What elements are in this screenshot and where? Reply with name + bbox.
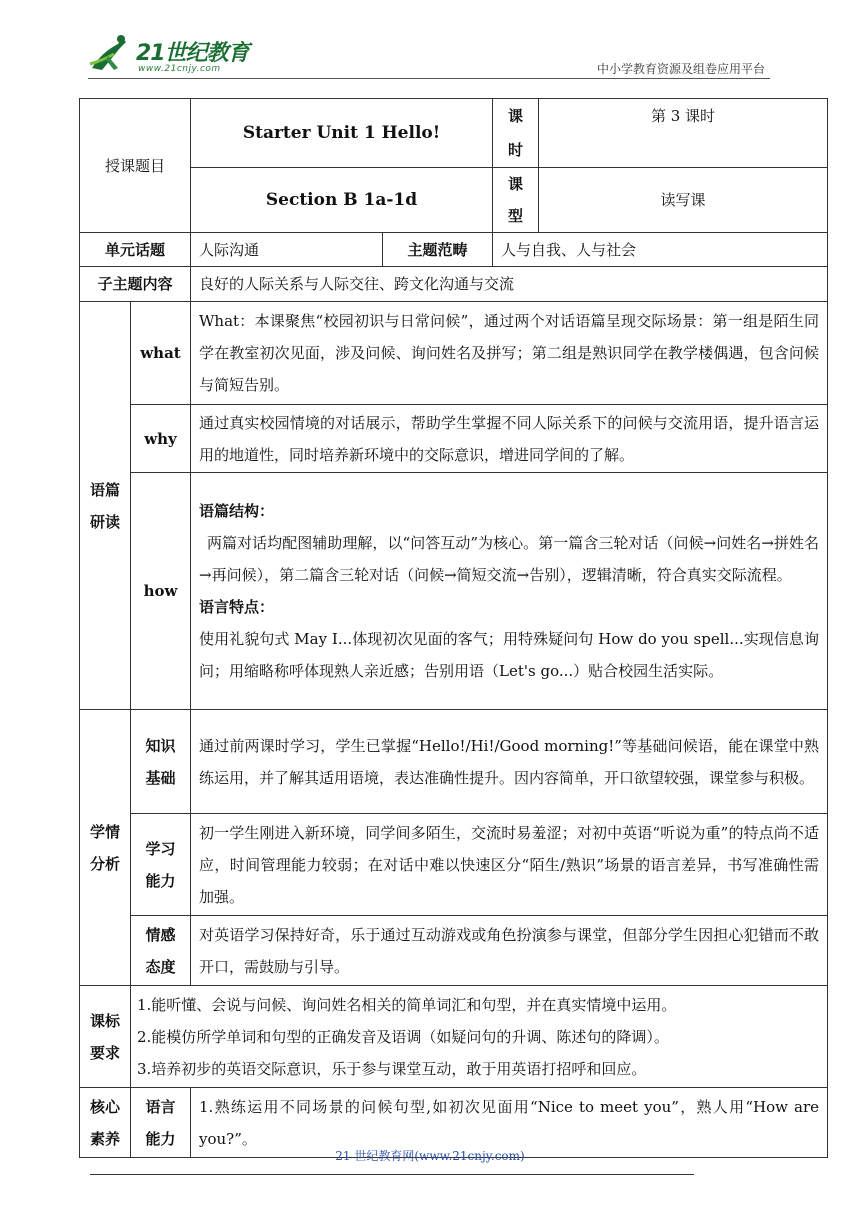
runner-logo-icon: [88, 34, 134, 74]
why-label: why: [131, 405, 191, 473]
text-study-label-cell: [80, 302, 131, 710]
standards-item: 1.能听懂、会说与问候、询问姓名相关的简单词汇和句型，并在真实情境中运用。: [137, 995, 677, 1014]
text-study-label-1: 语篇: [89, 480, 120, 499]
topic-label-cell: [80, 99, 191, 233]
knowledge-label-cell: [131, 710, 191, 814]
header-divider: [88, 78, 770, 79]
theme-label: 主题范畴: [383, 233, 493, 267]
lesson-title-line2: Section B 1a-1d: [191, 168, 493, 233]
period-value: 第 3 课时: [539, 99, 828, 168]
learner-label-cell: [80, 710, 131, 986]
standards-label-1: 课标: [89, 1011, 120, 1030]
footer-link[interactable]: 21 世纪教育网(www.21cnjy.com): [335, 1149, 525, 1163]
page-header: [0, 0, 860, 86]
core-label-1: 核心: [89, 1097, 120, 1116]
attitude-label-2: 态度: [145, 957, 176, 976]
logo-brand-text: 21世纪教育: [136, 41, 249, 66]
attitude-text: 对英语学习保持好奇，乐于通过互动游戏或角色扮演参与课堂，但部分学生因担心犯错而不敢开口，需鼓励与引导。: [191, 916, 828, 986]
what-text: What：本课聚焦“校园初识与日常问候”，通过两个对话语篇呈现交际场景：第一组是陌生同学在教室初次见面，涉及问候、询问姓名及拼写；第二组是熟识同学在教学楼偶遇，包含问候与简短告别。: [191, 302, 828, 405]
core-sub-label-1: 语言: [145, 1097, 176, 1116]
logo-url-text: www.21cnjy.com: [138, 64, 221, 74]
unit-topic-value: 人际沟通: [191, 233, 383, 267]
period-label: 课时: [493, 99, 539, 168]
type-label: 课型: [493, 168, 539, 233]
theme-value: 人与自我、人与社会: [493, 233, 828, 267]
core-label-2: 素养: [89, 1129, 120, 1148]
what-label: what: [131, 302, 191, 405]
attitude-label-1: 情感: [145, 925, 176, 944]
ability-label-cell: [131, 814, 191, 916]
core-sub-label-2: 能力: [145, 1129, 176, 1148]
how-structure-heading: 语篇结构：: [199, 502, 275, 520]
learner-label-2: 分析: [89, 854, 120, 873]
unit-topic-label: 单元话题: [80, 233, 191, 267]
how-feature-heading: 语言特点：: [199, 598, 275, 616]
platform-name: 中小学教育资源及组卷应用平台: [596, 62, 765, 76]
how-label: how: [131, 473, 191, 710]
lesson-plan-table: [79, 98, 828, 1158]
type-value: 读写课: [539, 168, 828, 233]
ability-label-1: 学习: [145, 839, 176, 858]
attitude-label-cell: [131, 916, 191, 986]
standards-item: 2.能模仿所学单词和句型的正确发音及语调（如疑问句的升调、陈述句的降调）。: [137, 1027, 669, 1046]
core-text: 1.熟练运用不同场景的问候句型,如初次见面用“Nice to meet you”，熟人用“How are you?”。: [191, 1088, 828, 1158]
ability-text: 初一学生刚进入新环境，同学间多陌生，交流时易羞涩；对初中英语“听说为重”的特点尚不适应，时间管理能力较弱；在对话中难以快速区分“陌生/熟识”场景的语言差异，书写准确性需加强。: [191, 814, 828, 916]
text-study-label-2: 研读: [89, 512, 120, 531]
how-cell: [191, 473, 828, 710]
learner-label-1: 学情: [89, 822, 120, 841]
ability-label-2: 能力: [145, 871, 176, 890]
standards-label-cell: [80, 986, 131, 1088]
standards-list: [131, 986, 828, 1088]
topic-label: 授课题目: [105, 156, 166, 175]
subtheme-value: 良好的人际关系与人际交往、跨文化沟通与交流: [191, 267, 828, 302]
site-logo[interactable]: [88, 34, 288, 78]
knowledge-text: 通过前两课时学习，学生已掌握“Hello!/Hi!/Good morning!”等基础问候语，能在课堂中熟练运用，并了解其适用语境，表达准确性提升。因内容简单，开口欲望较强，课堂参与积极。: [191, 710, 828, 814]
why-text: 通过真实校园情境的对话展示，帮助学生掌握不同人际关系下的问候与交流用语，提升语言运用的地道性，同时培养新环境中的交际意识，增进同学间的了解。: [191, 405, 828, 473]
how-feature-text: 使用礼貌句式 May I...体现初次见面的客气；用特殊疑问句 How do you spell...实现信息询问；用缩略称呼体现熟人亲近感；告别用语（Let's go...）贴合校园生活实际。: [199, 630, 820, 680]
subtheme-label: 子主题内容: [80, 267, 191, 302]
standards-label-2: 要求: [89, 1043, 120, 1062]
knowledge-label-2: 基础: [145, 768, 176, 787]
knowledge-label-1: 知识: [145, 736, 176, 755]
footer-divider: [90, 1174, 694, 1175]
lesson-title-line1: Starter Unit 1 Hello!: [191, 99, 493, 168]
how-structure-text: 两篇对话均配图辅助理解，以“问答互动”为核心。第一篇含三轮对话（问候→问姓名→拼姓名→再问候），第二篇含三轮对话（问候→简短交流→告别），逻辑清晰，符合真实交际流程。: [199, 534, 820, 584]
standards-item: 3.培养初步的英语交际意识，乐于参与课堂互动，敢于用英语打招呼和回应。: [137, 1059, 647, 1078]
